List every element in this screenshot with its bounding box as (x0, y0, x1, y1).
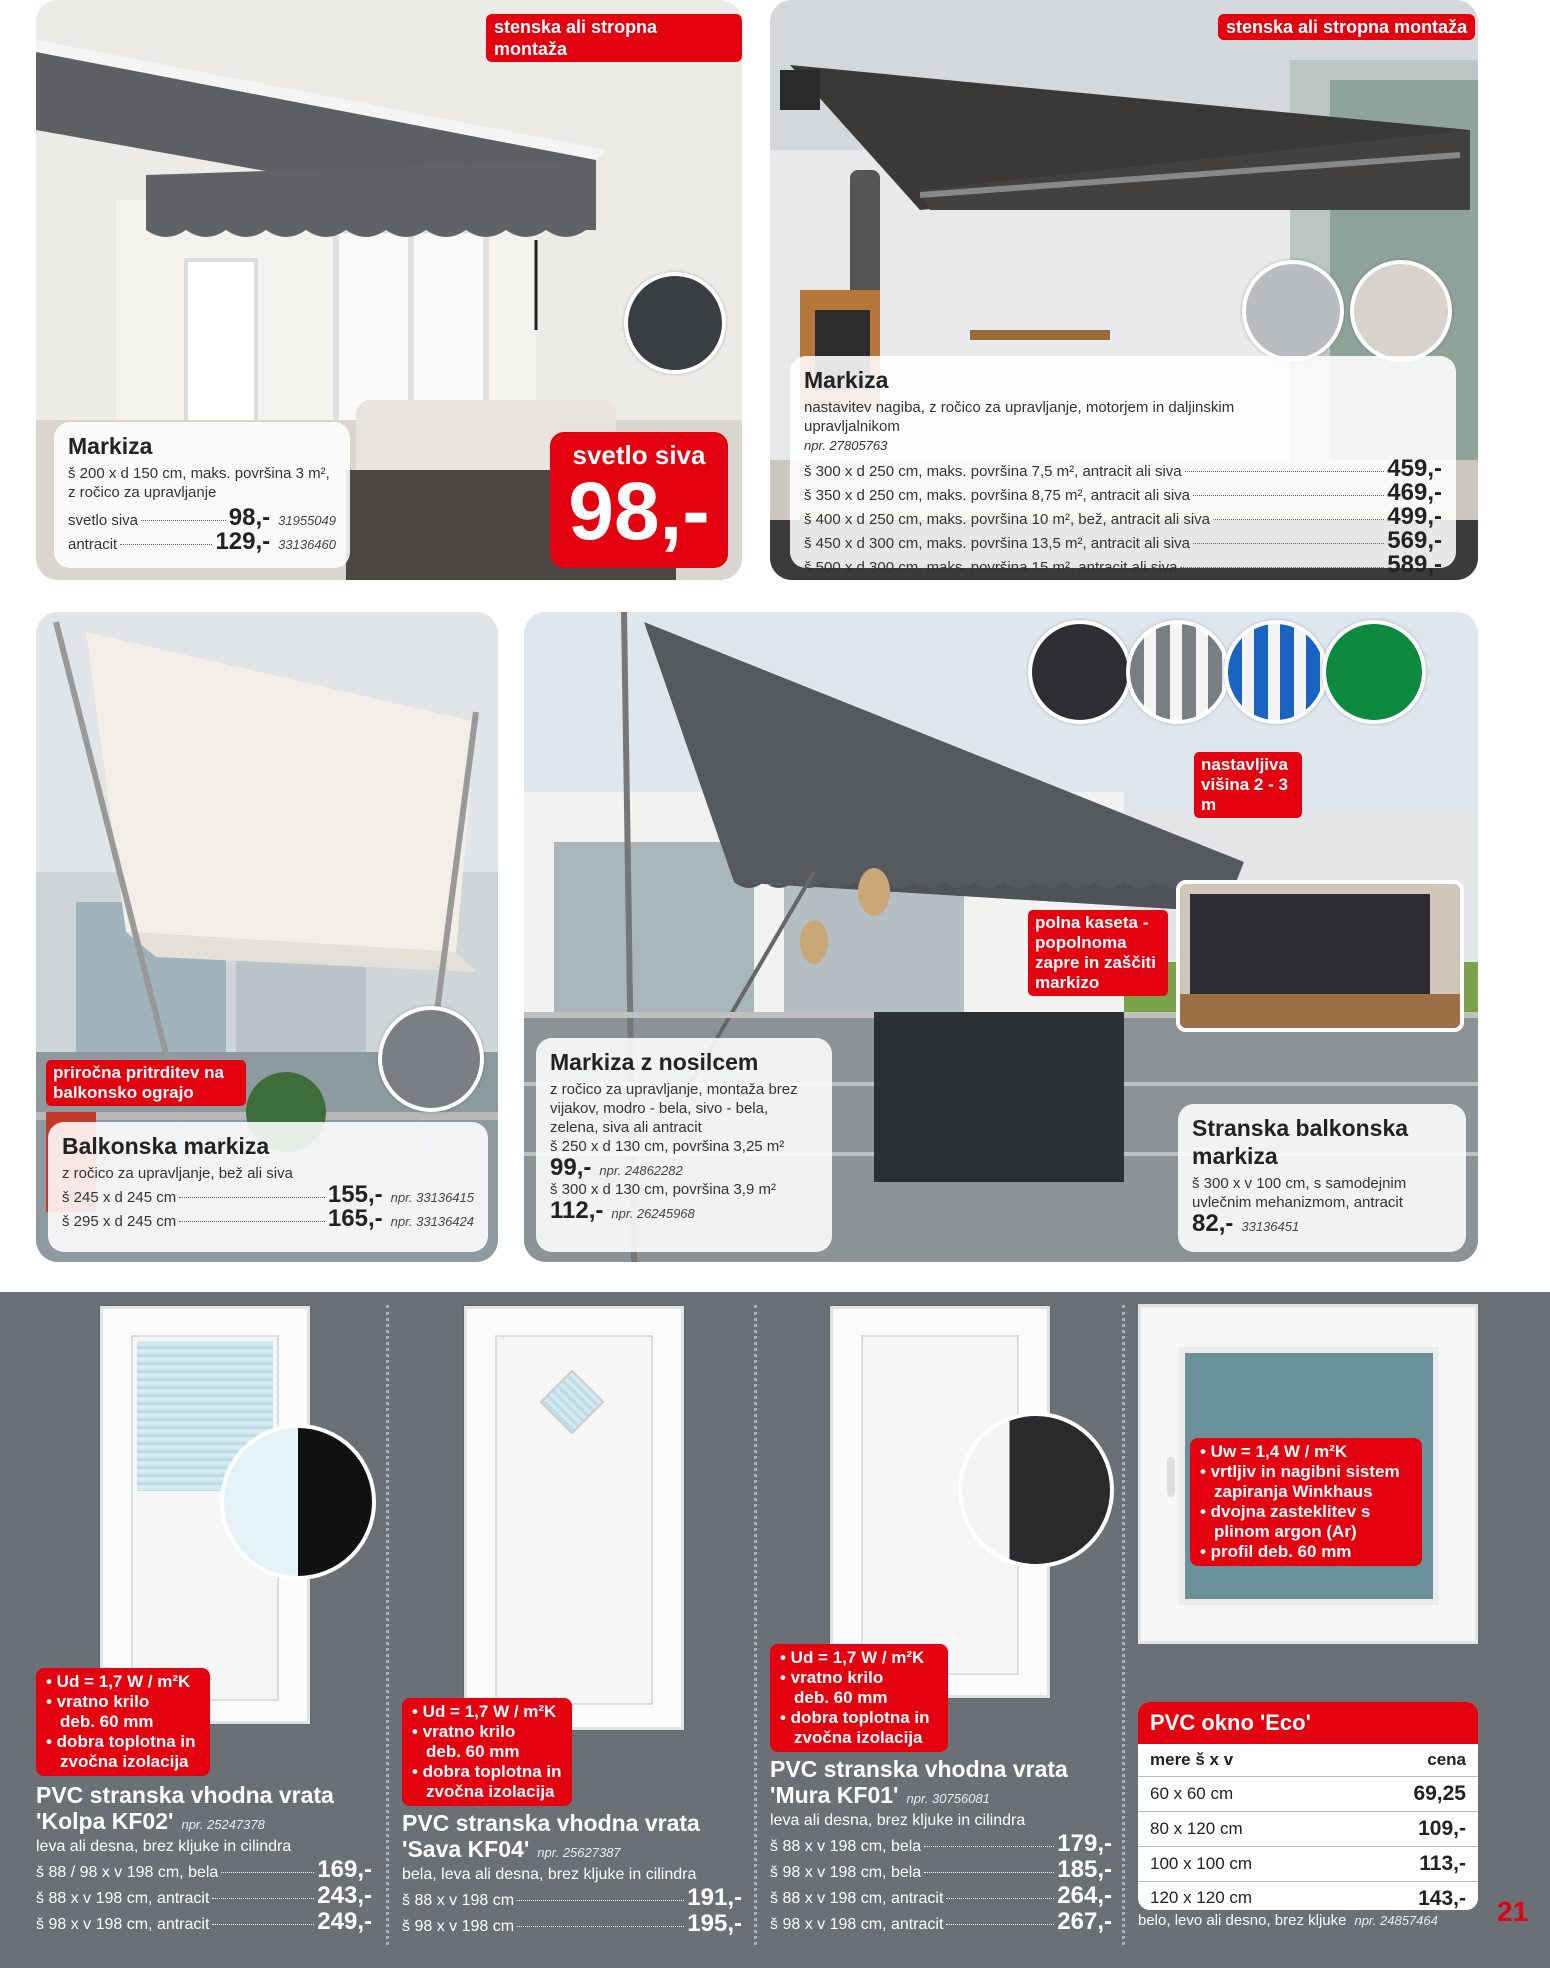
price-row: š 98 x v 198 cm, antracit 249,- (36, 1908, 372, 1935)
balkonska-panel (36, 612, 498, 1262)
product-title: PVC stranska vhodna vrata (402, 1810, 700, 1836)
height-badge: nastavljiva višina 2 - 3 m (1194, 752, 1302, 818)
window-handle-icon (1167, 1457, 1175, 1497)
price-row: 112,- npr. 26245968 (550, 1197, 695, 1224)
product-title: Balkonska markiza (62, 1133, 270, 1159)
markiza-panel (36, 0, 742, 580)
table-row: 120 x 120 cm 143,- (1138, 1881, 1478, 1910)
product-description: leva ali desna, brez kljuke in cilindra (770, 1812, 1026, 1829)
markiza-info-box (54, 422, 350, 568)
price-row: š 450 x d 300 cm, maks. površina 13,5 m², antracit ali siva 569,- (804, 527, 1442, 554)
color-swatch-anthracite (1028, 620, 1132, 724)
promo-price: 98,- (568, 466, 710, 557)
price-row: š 98 x v 198 cm, bela 185,- (770, 1856, 1112, 1883)
table-row: 100 x 100 cm 113,- (1138, 1846, 1478, 1881)
mount-badge: stenska ali stropna montaža (1218, 14, 1475, 40)
nosilec-info-box (536, 1038, 832, 1252)
spec-box: • Ud = 1,7 W / m²K • vratno krilo deb. 60 mm • dobra toplotna in zvočna izolacija (36, 1668, 210, 1776)
mount-badge: stenska ali stropna montaža (486, 14, 742, 62)
spec-box: • Ud = 1,7 W / m²K • vratno krilo deb. 60 mm • dobra toplotna in zvočna izolacija (770, 1644, 948, 1752)
product-description: leva ali desna, brez kljuke in cilindra (36, 1838, 292, 1855)
product-model: 'Mura KF01' (770, 1782, 899, 1808)
color-swatch-gray-white-stripe (1126, 620, 1230, 724)
price-row: š 400 x d 250 cm, maks. površina 10 m², bež, antracit ali siva 499,- (804, 503, 1442, 530)
spec-box: • Ud = 1,7 W / m²K • vratno krilo deb. 60 mm • dobra toplotna in zvočna izolacija (402, 1698, 572, 1806)
stranska-inset-image (1176, 880, 1464, 1032)
price-row: svetlo siva 98,- 31955049 (68, 504, 336, 531)
product-description: z ročico za upravljanje, bež ali siva (62, 1165, 293, 1182)
product-title: PVC stranska vhodna vrata (36, 1782, 334, 1808)
product-description: bela, leva ali desna, brez kljuke in cilindra (402, 1866, 697, 1883)
spec-box: • Uw = 1,4 W / m²K • vrtljiv in nagibni sistem zapiranja Winkhaus • dvojna zasteklitev s plinom argon (Ar) • profil deb. 60 mm (1190, 1438, 1422, 1566)
price-row: š 98 x v 198 cm, antracit 267,- (770, 1908, 1112, 1935)
color-swatch-gray (378, 1006, 484, 1112)
product-description: nastavitev nagiba, z ročico za upravljanje, motorjem in daljinskim upravljalnikom (804, 399, 1235, 435)
product-description: z ročico za upravljanje, montaža brez vijakov, modro - bela, sivo - bela, zelena, siva ali antracit (550, 1081, 798, 1136)
product-title: Markiza (804, 367, 889, 393)
color-swatch-light-gray (1242, 260, 1344, 362)
product-description: š 300 x v 100 cm, s samodejnim uvlečnim mehanizmom, antracit (1192, 1175, 1407, 1211)
column-divider (754, 1305, 757, 1945)
price-row: š 300 x d 250 cm, maks. površina 7,5 m², antracit ali siva 459,- (804, 455, 1442, 482)
price-row: š 88 x v 198 cm, antracit 243,- (36, 1882, 372, 1909)
mura-product-text: PVC stranska vhodna vrata 'Mura KF01' npr. 30756081 leva ali desna, brez kljuke in cilindra š 88 x v 198 cm, bela 179,- š 98 x v 198 cm, bela 185,- š 88 x v 198 cm, antracit 264,- š 98 x v 198 cm, antracit 267,- (770, 1756, 1112, 1935)
product-model: 'Sava KF04' (402, 1836, 530, 1862)
door-detail-zoom (220, 1424, 376, 1580)
table-row: 80 x 120 cm 109,- (1138, 1811, 1478, 1846)
size-row: š 250 x d 130 cm, površina 3,25 m² (550, 1138, 785, 1155)
price-row: š 245 x d 245 cm 155,- npr. 33136415 (62, 1181, 474, 1208)
column-divider (386, 1305, 389, 1945)
color-swatch-dark (624, 272, 726, 374)
door-detail-zoom (958, 1412, 1114, 1568)
color-swatch-beige (1350, 260, 1452, 362)
table-row: 60 x 60 cm 69,25 (1138, 1776, 1478, 1811)
price-row: š 88 x v 198 cm 191,- (402, 1884, 742, 1911)
cassette-callout: polna kaseta - popolnoma zapre in zaščiti markizo (1028, 910, 1168, 996)
product-title: Markiza (68, 433, 153, 459)
price-row: š 350 x d 250 cm, maks. površina 8,75 m², antracit ali siva 469,- (804, 479, 1442, 506)
door-sava-image (464, 1306, 684, 1730)
product-model: 'Kolpa KF02' (36, 1808, 174, 1834)
product-description: š 200 x d 150 cm, maks. površina 3 m², z ročico za upravljanje (68, 465, 330, 501)
sava-product-text: PVC stranska vhodna vrata 'Sava KF04' npr. 25627387 bela, leva ali desna, brez kljuke in cilindra š 88 x v 198 cm 191,- š 98 x v 198 cm 195,- (402, 1810, 742, 1937)
product-title: Markiza z nosilcem (550, 1049, 759, 1075)
column-divider (1122, 1305, 1125, 1945)
price-row: š 88 x v 198 cm, antracit 264,- (770, 1882, 1112, 1909)
nosilec-panel (524, 612, 1478, 1262)
color-swatch-green (1322, 620, 1426, 724)
product-title: PVC stranska vhodna vrata (770, 1756, 1068, 1782)
price-row: 99,- npr. 24862282 (550, 1154, 683, 1181)
page-number: 21 (1497, 1896, 1529, 1927)
price-row: š 98 x v 198 cm 195,- (402, 1910, 742, 1937)
price-row: š 500 x d 300 cm, maks. površina 15 m², antracit ali siva 589,- (804, 551, 1442, 578)
okno-price-table: PVC okno 'Eco' mere š x v cena 60 x 60 cm 69,25 80 x 120 cm 109,- 100 x 100 cm 113,- 120 x 120 cm 143,- (1138, 1702, 1478, 1910)
product-title: Stranska balkonska markiza (1192, 1115, 1409, 1169)
price-row: š 88 x v 198 cm, bela 179,- (770, 1830, 1112, 1857)
kolpa-product-text: PVC stranska vhodna vrata 'Kolpa KF02' npr. 25247378 leva ali desna, brez kljuke in cilindra š 88 / 98 x v 198 cm, bela 169,- š 88 x v 198 cm, antracit 243,- š 98 x v 198 cm, antracit 249,- (36, 1782, 372, 1935)
color-swatch-blue-white-stripe (1224, 620, 1328, 724)
price-row: 82,- 33136451 (1192, 1210, 1300, 1237)
product-title: PVC okno 'Eco' (1138, 1702, 1478, 1744)
promo-label: svetlo siva (572, 440, 706, 470)
price-row: antracit 129,- 33136460 (68, 528, 336, 555)
okno-footer: belo, levo ali desno, brez kljuke npr. 24857464 (1138, 1912, 1438, 1929)
callout-badge: priročna pritrditev na balkonsko ograjo (46, 1060, 246, 1106)
balkonska-info-box (48, 1122, 488, 1252)
markiza-motor-info-box (790, 356, 1456, 578)
price-row: š 88 / 98 x v 198 cm, bela 169,- (36, 1856, 372, 1883)
price-row: š 295 x d 245 cm 165,- npr. 33136424 (62, 1205, 474, 1232)
size-row: š 300 x d 130 cm, površina 3,9 m² (550, 1181, 776, 1198)
promo-price-box (550, 432, 728, 568)
stranska-info-box (1178, 1104, 1466, 1252)
npr-code: npr. 27805763 (804, 438, 888, 453)
markiza-motor-panel (770, 0, 1478, 580)
